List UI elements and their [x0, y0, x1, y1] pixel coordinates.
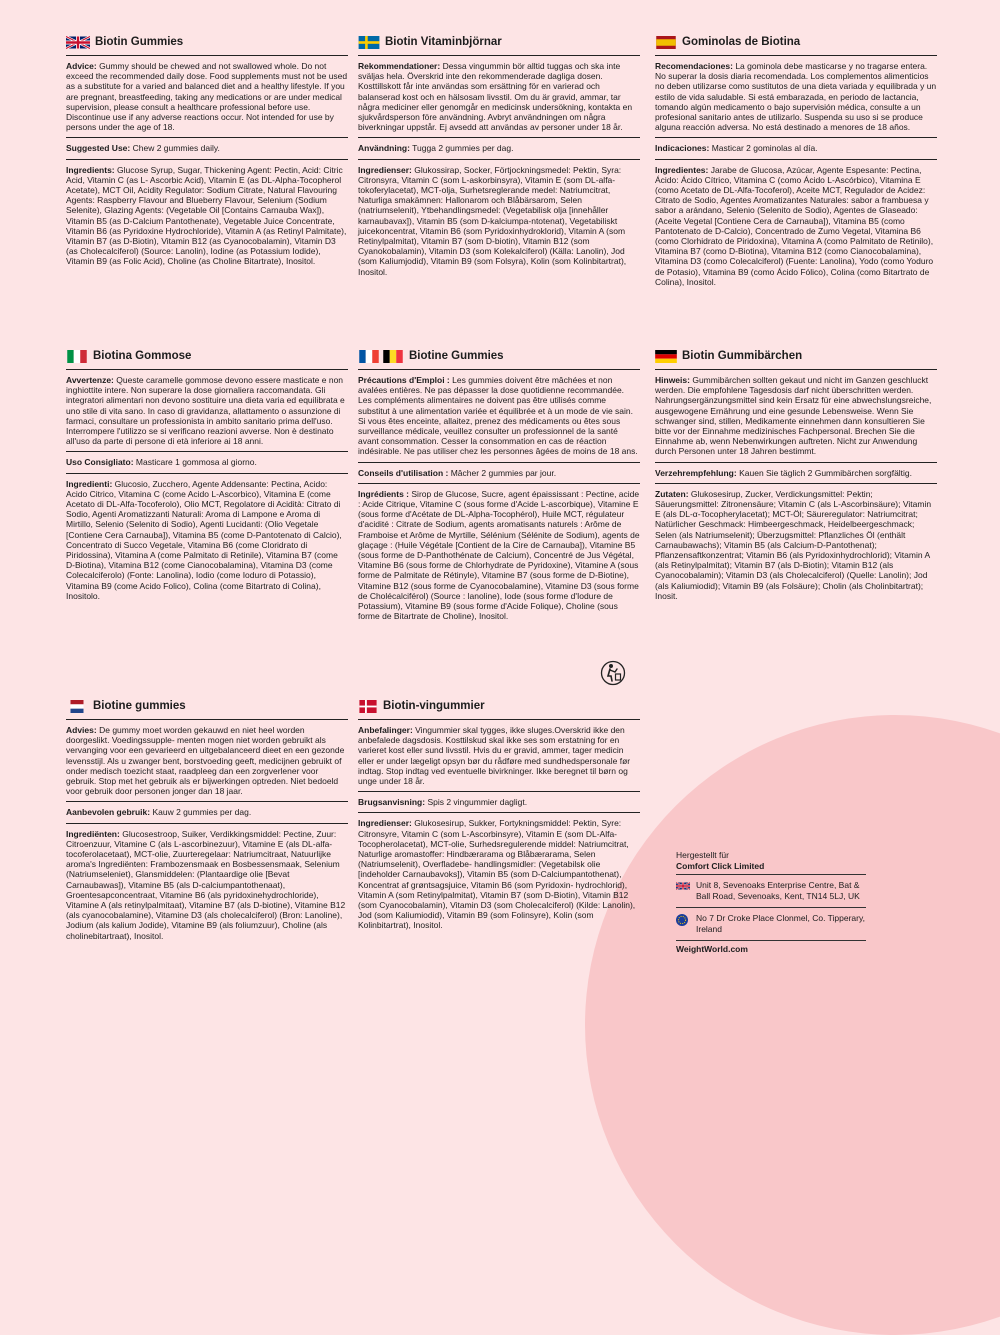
use-text: Uso Consigliato: Masticare 1 gommosa al giorno. [66, 457, 257, 468]
advice-text: Rekommendationer: Dessa vingummin bör alltid tuggas och ska inte sväljas hela. Överskrid inte den rekommenderade dagliga dosen. Kosttillskott får inte användas som ersättning för en varierad och balanserad kost och en hälsosam livsstil. Om du är gravid, ammar, tar några mediciner eller genomgår en medicinsk undersökning, kontakta en sjukvårdsperson före användning. Avbryt användningen om några biverkningar uppstår. Ej avsedd att användas av personer under 18 år. [358, 61, 633, 133]
divider [358, 462, 640, 463]
uk-flag-icon [676, 881, 690, 891]
advice-text: Recomendaciones: La gominola debe masticarse y no tragarse entera. No superar la dosis diaria recomendada. Los complementos alimenticios no deben utilizarse como sustitutos de una dieta variada y equilibrada y un estilo de vida saludable. Si está embarazada, en periodo de lactancia, tomando algún medicamento o bajo supervisión médica, consulte a un profesional sanitario antes de utilizarlo. Suspenda su uso si se produce alguna reacción adversa. No está destinado a menores de 18 años. [655, 61, 937, 133]
divider [655, 159, 937, 160]
website-link[interactable]: WeightWorld.com [676, 944, 748, 954]
use-text: Brugsanvisning: Spis 2 vingummier dagligt. [358, 797, 528, 808]
section-fr [358, 346, 640, 626]
company-name: Comfort Click Limited [676, 861, 765, 871]
divider [358, 791, 640, 792]
use-text: Aanbevolen gebruik: Kauw 2 gummies per dag. [66, 807, 252, 818]
section-header [358, 346, 640, 366]
uk-flag-icon [66, 36, 90, 49]
made-for-label: Hergestellt für [676, 850, 729, 860]
manufacturer-info [676, 850, 866, 955]
section-title: Gominolas de Biotina [682, 35, 801, 48]
divider [676, 907, 866, 908]
eu-address: No 7 Dr Croke Place Clonmel, Co. Tipperary, Ireland [696, 913, 865, 934]
advice-text: Anbefalinger: Vingummier skal tygges, ikke sluges.Overskrid ikke den anbefalede dagsdosis. Kosttilskud skal ikke ses som erstatning for en varieret kost eller sund livsstil. Hvis du er gravid, ammer, tager medicin eller er under lægeligt opsyn bør du rådføre med sundhedspersonale før indtag. Stop indtag ved eventuelle bivirkninger. Ikke beregnet til børn og unge under 18 år. [358, 725, 631, 787]
divider [66, 159, 348, 160]
denmark-flag-icon [358, 700, 378, 713]
section-header [66, 696, 348, 716]
divider [66, 473, 348, 474]
divider [66, 801, 348, 802]
uk-address-row [676, 877, 866, 905]
use-text: Conseils d'utilisation : Mâcher 2 gummies par jour. [358, 467, 557, 478]
section-header [66, 32, 348, 52]
section-header [358, 696, 640, 716]
section-header [655, 346, 937, 366]
divider [66, 137, 348, 138]
sweden-flag-icon [358, 36, 380, 49]
divider [655, 137, 937, 138]
ingredients-text: Ingrédients : Sirop de Glucose, Sucre, agent épaississant : Pectine, acide : Acide Citrique, Vitamine C (sous forme d'Acide L-ascorbique), Vitamine E (sous forme d'Acétate de DL-Alpha-Tocophérol), Huile MCT, régulateur d'acidité : Citrate de Sodium, agents aromatisants naturels : Arôme de Framboise et Arôme de Myrtille, Sélénium (Sélénite de Sodium), agents de glaçage : (Huile Végétale [Contient de la Cire de Carnauba]), Vitamine B5 (sous forme de D-Panthothénate de Calcium), Concentré de Jus Végétal, Vitamine B6 (sous forme de Chlorhydrate de Pyridoxine), Vitamine A (sous forme de Palmitate de Rétinyle), Vitamine B7 (sous forme de D-Biotine), Vitamine B12 (sous forme de Cyanocobalamine), Vitamine D3 (sous forme de Cholécalciférol) (Source : lanoline), Iode (sous forme d'Iodure de Potassium), Vitamine B9 (sous forme d'Acide Folique), Choline (sous forme de Bitartrate de Choline), Inositol. [358, 488, 640, 622]
divider [655, 369, 937, 370]
uk-address: Unit 8, Sevenoaks Enterprise Centre, Bat & Ball Road, Sevenoaks, Kent, TN14 5LJ, UK [696, 880, 860, 901]
divider [66, 55, 348, 56]
advice-text: Précautions d'Emploi : Les gummies doivent être mâchées et non avalées entières. Ne pas dépasser la dose quotidienne recommandée. Les compléments alimentaires ne doivent pas être utilisés comme substitut à une alimentation variée et équilibrée et à un mode de vie sain. Si vous êtes enceinte, allaitez, prenez des médicaments ou êtes sous surveillance médicale, veuillez consulter un professionnel de la santé avant consommation. Cesser la consommation en cas de réaction indésirable. Ne pas utiliser chez les personnes âgées de moins de 18 ans. [358, 375, 638, 457]
ingredients-text: Ingredienti: Glucosio, Zucchero, Agente Addensante: Pectina, Acido: Acido Citrico, Vitamina C (come Acido L-Ascorbico), Vitamina E (come Acetato di DL-Alfa-Tocoferolo), Olio MCT, Regolatore di Acidità: Citrato di Sodio, Agenti Aromatizzanti Naturali: Aroma di Lampone e Aroma di Mirtillo, Selenio (Selenito di Sodio), Agenti Lucidanti: (Olio Vegetale [Contiene Cera Carnauba]), Vitamina B5 (come D-Pantotenato di Calcio), Concentrato di Succo Vegetale, Vitamina B6 (come Cloridrato di Piridossina), Vitamina A (come Palmitato di Retinile), Vitamina B7 (come D-Biotina), Vitamina B12 (come Cianocobalamina), Vitamina D3 (come Colecalciferolo) (Fonte: Lanolina), Iodio (come Ioduro di Potassio), Vitamina B9 (come Acido Folico), Colina (come Bitartrato di Colina), Inositolo. [66, 478, 342, 601]
section-header [655, 32, 937, 52]
section-dk [358, 696, 640, 936]
france-flag-icon [358, 350, 380, 363]
eu-flag-icon [676, 914, 690, 924]
section-header [358, 32, 640, 52]
section-en [66, 32, 348, 272]
ingredients-text: Ingredienser: Glukosesirup, Sukker, Fortykningsmiddel: Pektin, Syre: Citronsyre, Vitamin C (som L-Ascorbinsyre), Vitamin E (som DL-Alfa- Tocopherolacetat), MCT-olie, Surhedsregulerende middel: Natriumcitrat, Naturlige aromastoffer: Hindbærarama og Blåbærarama, Selen (Natriumselenit), Overfladebe- handlingsmidler: (Vegetabilsk olie [indeholder Carnaubavoks]), Vitamin B5 (som D-Calciumpantothenat), Koncentrat af grøntsagsjuice, Vitamin B6 (som Pyridoxin- hydrochlorid), Vitamin A (som Retinylpalmitat), Vitamin B7 (som D-Biotin), Vitamin B12 (som Cyanocobalamin), Vitamin D3 (som Cholecalciferol) (Kilde: Lanolin), Jod (som Kaliumiodid), Vitamin B9 (som Folinsyre), Kolin (som Kolinbitartrat), Inositol. [358, 818, 636, 931]
divider [655, 462, 937, 463]
section-title: Biotine gummies [93, 699, 186, 712]
section-title: Biotine Gummies [409, 349, 504, 362]
use-text: Verzehrempfehlung: Kauen Sie täglich 2 Gummibärchen sorgfältig. [655, 467, 913, 478]
netherlands-flag-icon [66, 700, 88, 713]
use-text: Användning: Tugga 2 gummies per dag. [358, 143, 514, 154]
ingredients-text: Ingrediënten: Glucosestroop, Suiker, Verdikkingsmiddel: Pectine, Zuur: Citroenzuur, Vitamine C (als L-ascorbinezuur), Vitamine E (als DL-alfa-tocoferolacetaat), MCT-olie, Zuurteregelaar: Natriumcitraat, Natuurlijke aroma's Ingrediënten: Frambozensmaak en Bosbessensmaak, Selenium (Natriumseleniet), Glansmiddelen: (Plantaardige olie [Bevat Carnaubawas]), Vitamine B5 (als D-calciumpantothenaat), Groentesapconcentraat, Vitamine B6 (als pyridoxinehydrochloride), Vitamine A (als retinylpalmitaat), Vitamine B7 (als D-biotine), Vitamine B12 (als cyanocobalamine), Vitamine D3 (als cholecalciferol) (Bron: Lanoline), Jodium (als kalium Jodide), Vitamine B9 (als foliumzuur), Choline (als cholinebitartraat), Inositol. [66, 828, 346, 941]
germany-flag-icon [655, 350, 677, 363]
section-title: Biotin Gummibärchen [682, 349, 803, 362]
divider [676, 940, 866, 941]
divider [66, 369, 348, 370]
section-se [358, 32, 640, 282]
divider [358, 369, 640, 370]
divider [66, 823, 348, 824]
italy-flag-icon [66, 350, 88, 363]
divider [66, 451, 348, 452]
divider [358, 55, 640, 56]
section-nl [66, 696, 348, 946]
divider [655, 55, 937, 56]
ingredients-text: Ingredients: Glucose Syrup, Sugar, Thickening Agent: Pectin, Acid: Citric Acid, Vitamin C (as L- Ascorbic Acid), Vitamin E (as DL-Alpha-Tocopherol Acetate), MCT Oil, Acidity Regulator: Sodium Citrate, Natural Flavouring Agents: Raspberry Flavour and Blueberry Flavour, Selenium (Sodium Selenite), Glazing Agents: (Vegetable Oil [Contains Carnauba Wax]), Vitamin B5 (as D-Calcium Pantothenate), Vegetable Juice Concentrate, Vitamin B6 (as Pyridoxine Hydrochloride), Vitamin A (as Retinyl Palmitate), Vitamin B7 (as D-Biotin), Vitamin B12 (as Cyanocobalamin), Vitamin D3 (as Cholecalciferol) (Source: Lanolin), Iodine (as Potassium Iodide), Vitamin B9 (as Folic Acid), Choline (as Choline Bitartrate), Inositol. [66, 164, 347, 267]
advice-text: Advice: Gummy should be chewed and not swallowed whole. Do not exceed the recommended daily dose. Food supplements must not be used as a substitute for a varied and balanced diet and a healthy lifestyle. If you are pregnant, breastfeeding, taking any medications or are under medical supervision, please consult a healthcare professional before use. Discontinue use if any adverse reactions occur. Not intended for use by persons under the age of 18. [66, 61, 348, 133]
divider [358, 159, 640, 160]
section-title: Biotin-vingummier [383, 699, 485, 712]
divider [358, 483, 640, 484]
spain-flag-icon [655, 36, 677, 49]
section-it [66, 346, 348, 606]
section-de [655, 346, 937, 606]
divider [676, 874, 866, 875]
ingredients-text: Ingredienser: Glukossirap, Socker, Förtjockningsmedel: Pektin, Syra: Citronsyra, Vitamin C (som L-askorbinsyra), Vitamin E (som DL-alfa-tokoferylacetat), MCT-olja, Surhetsreglerande medel: Natriumcitrat, Naturliga smakämnen: Hallonarom och Blåbärsarom, Selen (natriumselenit), Ytbehandlingsmedel: (Vegetabilisk olja [innehåller karnaubavax]), Vitamin B5 (som D-kalciumpa-ntotenat), Vegetabiliskt juicekoncentrat, Vitamin B6 (som Pyridoxinhydroklorid), Vitamin A (som Retinylpalmitat), Vitamin B7 (som D-biotin), Vitamin B12 (som Cyanokobalamin), Vitamin D3 (som Kolekalciferol) (Källa: Lanolin), Jod (som Kaliumjodid), Vitamin B9 (som Folsyra), Kolin (som Kolinbitartrat), Inositol. [358, 164, 627, 277]
tidyman-recycle-icon [600, 660, 626, 686]
use-text: Indicaciones: Masticar 2 gominolas al día. [655, 143, 818, 154]
decorative-circle [585, 715, 1000, 1335]
section-title: Biotina Gommose [93, 349, 192, 362]
use-text: Suggested Use: Chew 2 gummies daily. [66, 143, 220, 154]
ingredients-text: Zutaten: Glukosesirup, Zucker, Verdickungsmittel: Pektin; Säuerungsmittel: Zitronensäure; Vitamin C (als L-Ascorbinsäure); Vitamin E (als DL-α-Tocopherylacetat); MCT-Öl; Säureregulator: Natriumcitrat; Natürlicher Geschmack: Himbeergeschmack, Heidelbeergeschmack; Selen (als Natriumselenit); Überzugsmittel: Pflanzliches Öl (enthält Carnaubawachs); Vitamin B5 (als Calcium-D-Pantothenat); Pflanzensaftkonzentrat; Vitamin B6 (als Pyridoxinhydrochlorid); Vitamin A (als Retinylpalmitat); Vitamin B7 (als D-Biotin); Vitamin B12 (als Cyanocobalamin); Vitamin D3 (als Cholecalciferol) (Quelle: Lanolin); Jod (als Kaliumiodid); Vitamin B9 (als Folsäure); Cholin (als Cholinbitartrat); Inosit. [655, 488, 932, 601]
eu-address-row [676, 910, 866, 938]
divider [66, 719, 348, 720]
divider [358, 137, 640, 138]
advice-text: Advies: De gummy moet worden gekauwd en niet heel worden doorgeslikt. Voedingssupple- menten mogen niet worden gebruikt als vervanging voor een gevarieerd en uitgebalanceerd dieet en een gezonde levensstijl. Als u zwanger bent, borstvoeding geeft, medicijnen gebruikt of onder medisch toezicht staat, raadpleeg dan een zorgverlener voor gebruik. Stop met het gebruik als er bijwerkingen optreden. Niet bedoeld voor gebruik door personen jonger dan 18 jaar. [66, 725, 345, 797]
advice-text: Hinweis: Gummibärchen sollten gekaut und nicht im Ganzen geschluckt werden. Die empfohlene Tagesdosis darf nicht überschritten werden. Nahrungsergänzungsmittel sind kein Ersatz für eine abwechslungsreiche, ausgewogene Ernährung und eine gesunde Lebensweise. Wenn Sie schwanger sind, stillen, Medikamente einnehmen dann konsultieren Sie bitte vor der Einnahme medizinisches Fachpersonal. Brechen Sie die Einnahme ab, wenn Nebenwirkungen auftreten. Nicht zur Anwendung durch Personen unter 18 Jahren bestimmt. [655, 375, 932, 457]
divider [358, 812, 640, 813]
divider [358, 719, 640, 720]
section-title: Biotin Vitaminbjörnar [385, 35, 502, 48]
section-header [66, 346, 348, 366]
section-es [655, 32, 937, 292]
belgium-flag-icon [382, 350, 404, 363]
ingredients-text: Ingredientes: Jarabe de Glucosa, Azúcar, Agente Espesante: Pectina, Ácido: Ácido Cítrico, Vitamina C (como Ácido L-Ascórbico), Vitamina E (como Acetato de DL-Alfa-Tocoferol), Aceite MCT, Regulador de Acidez: Citrato de Sodio, Agentes Aromatizantes Naturales: sabor a frambuesa y sabor a arándano, Selenio (Selenito de Sodio), Agentes de Glaseado: (Aceite Vegetal [Contiene Cera de Carnauba]), Vitamina B5 (como Pantotenato de D-Calcio), Concentrado de Zumo Vegetal, Vitamina B6 (como Clorhidrato de Piridoxina), Vitamina A (como Palmitato de Retinilo), Vitamina B7 (como D-Biotina), Vitamina B12 (como Cianocobalamina), Vitamina D3 (como Colecalciferol) (Fuente: Lanolina), Yodo (como Yoduro de Potasio), Vitamina B9 (como Ácido Fólico), Colina (como Bitartrato de Colina), Inositol. [655, 164, 934, 287]
advice-text: Avvertenze: Queste caramelle gommose devono essere masticate e non inghiottite intere. Non superare la dose giornaliera raccomandata. Gli integratori alimentari non devono sostituire una dieta varia ed equilibrata e uno stile di vita sano. In caso di gravidanza, allattamento o assunzione di farmaci, consultare un professionista in ambito sanitario prima dell'uso. Interrompere l'utilizzo se si verificano reazioni avverse. Non è destinato all'uso da parte di persone di età inferiore ai 18 anni. [66, 375, 345, 447]
section-title: Biotin Gummies [95, 35, 184, 48]
divider [655, 483, 937, 484]
